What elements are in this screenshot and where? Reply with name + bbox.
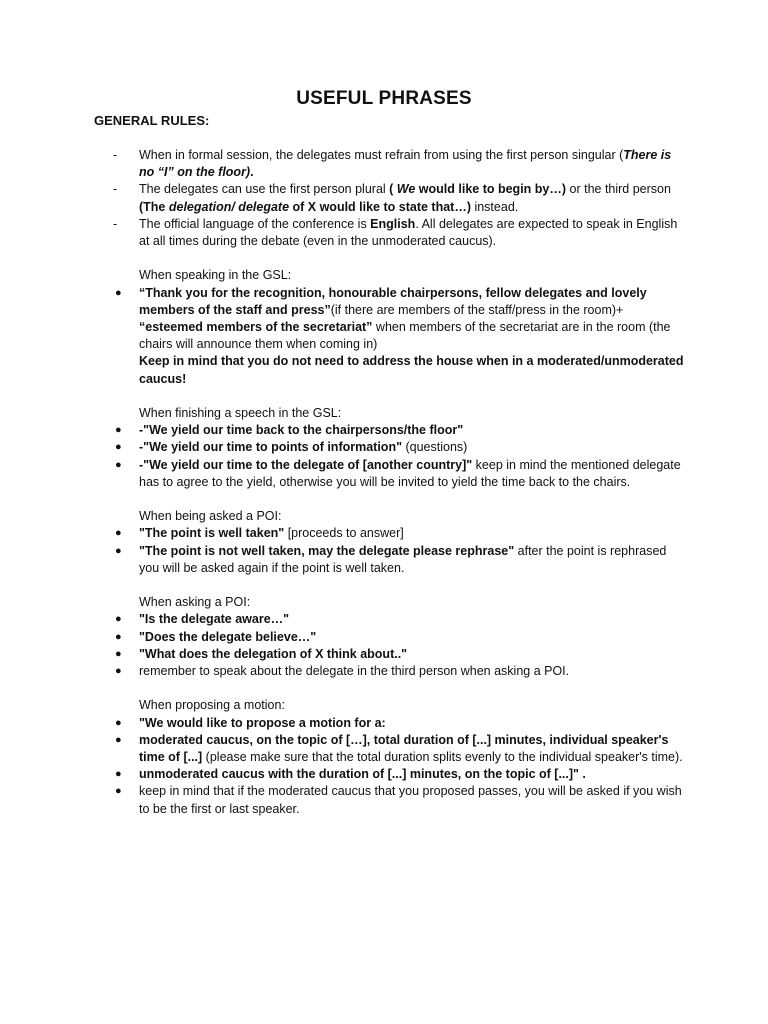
item-text [139,217,677,248]
text-run: When in formal session, the delegates must refrain from using the first person singular ( [139,148,624,162]
text-run: English [370,216,416,231]
item-text [139,664,569,678]
item-text [139,784,682,815]
bullet-icon: ● [115,716,122,729]
bullet-icon: ● [115,647,122,660]
dash-marker: - [113,216,118,231]
rule-item [95,147,685,181]
item-text [139,647,407,661]
list-item [95,543,685,577]
item-text [139,544,666,575]
item-text [139,458,681,489]
item-text [139,716,386,730]
text-run: (please make sure that the total duration splits evenly to the individual speaker's time). [202,750,683,765]
document-body [95,147,685,818]
bullet-icon: ● [115,665,122,678]
bullet-icon: ● [115,544,122,557]
text-run: after the point is rephrased you will be asked again if the point is well taken. [139,543,667,575]
item-text [139,767,586,781]
text-run: (questions) [402,440,468,455]
dash-marker: - [113,182,118,197]
text-run: "We would like to propose a motion for a: [139,715,386,730]
text-run: instead. [470,199,519,214]
text-run: (if there are members of the staff/press in the room)+ [330,302,624,317]
list-item [95,732,685,766]
section-heading: When proposing a motion: [139,698,285,713]
text-run: delegation/ delegate [168,199,290,214]
text-run: when members of the secretariat are in the room (the chairs will announce them when coming in) [139,320,671,352]
text-run: unmoderated caucus with the duration of [...] minutes, on the topic of [...]" . [139,767,586,782]
text-run: moderated caucus, on the topic of […], total duration of [...] minutes, individual speaker's time of [...] [139,732,669,765]
text-run: remember to speak about the delegate in the third person when asking a POI. [139,664,570,679]
bullet-icon: ● [115,441,122,454]
text-run: "The point is well taken" [139,526,285,541]
text-run: would like to begin by…) [415,182,567,197]
bullet-icon: ● [115,733,122,746]
text-run: "The point is not well taken, may the delegate please rephrase" [139,543,515,558]
text-run: keep in mind that if the moderated caucus that you proposed passes, you will be asked if you wish to be the first or last speaker. [139,784,682,816]
list-item [95,646,685,663]
text-run: -"We yield our time to points of information" [139,440,403,455]
list-item [95,457,685,491]
text-run: . All delegates are expected to speak in English at all times during the debate (even in the unmoderated caucus). [139,216,678,249]
text-run: [proceeds to answer] [284,526,404,541]
list-item [95,422,685,439]
general-rules-heading: GENERAL RULES: [94,113,210,128]
bullet-icon: ● [115,424,122,437]
bullet-icon: ● [115,286,122,299]
text-run: or the third person [566,182,671,197]
item-text [139,630,316,644]
bullet-icon: ● [115,630,122,643]
section-heading: When finishing a speech in the GSL: [139,406,342,421]
list-item [95,715,685,732]
list-item [95,285,685,354]
text-run: "Does the delegate believe…" [139,629,317,644]
text-run: keep in mind the mentioned delegate has to agree to the yield, otherwise you will be invited to yield the time back to the chairs. [139,457,681,489]
text-run: ( [389,182,397,197]
list-item [95,783,685,817]
item-text [139,182,671,213]
item-text [139,440,467,454]
page-title: USEFUL PHRASES [296,88,472,109]
bullet-icon: ● [115,527,122,540]
text-run: of X would like to state that…) [289,199,471,214]
text-run: We [396,182,416,197]
item-text [139,286,671,352]
text-run: The official language of the conference is [139,216,371,231]
item-text [139,612,289,626]
rule-item [95,216,685,250]
section-heading: When speaking in the GSL: [139,268,292,283]
text-run: -"We yield our time back to the chairpersons/the floor" [139,423,464,438]
text-run: . [250,165,254,180]
rule-item [95,181,685,215]
bullet-icon: ● [115,785,122,798]
section-heading: When being asked a POI: [139,509,282,524]
section-heading: When asking a POI: [139,595,251,610]
list-item [95,439,685,456]
item-text [139,148,671,179]
text-run: (The [139,199,169,214]
list-item [95,629,685,646]
text-run: There is no “I” on the floor) [139,148,672,180]
bullet-icon: ● [115,613,122,626]
list-item [95,611,685,628]
text-run: -"We yield our time to the delegate of [another country]" [139,457,473,472]
text-run: The delegates can use the first person plural [139,182,390,197]
text-run: "Is the delegate aware…" [139,612,290,627]
list-item [95,353,685,387]
item-text [139,354,684,385]
list-item [95,663,685,680]
bullet-icon: ● [115,458,122,471]
item-text [139,733,683,764]
text-run: Keep in mind that you do not need to address the house when in a moderated/unmoderated caucus! [139,354,684,386]
bullet-icon: ● [115,768,122,781]
item-text [139,526,404,540]
text-run: “esteemed members of the secretariat” [139,320,373,335]
item-text [139,423,463,437]
list-item [95,525,685,542]
text-run: "What does the delegation of X think about.." [139,646,408,661]
text-run: “Thank you for the recognition, honourable chairpersons, fellow delegates and lovely members of the staff and press” [139,285,647,317]
list-item [95,766,685,783]
dash-marker: - [113,148,118,162]
